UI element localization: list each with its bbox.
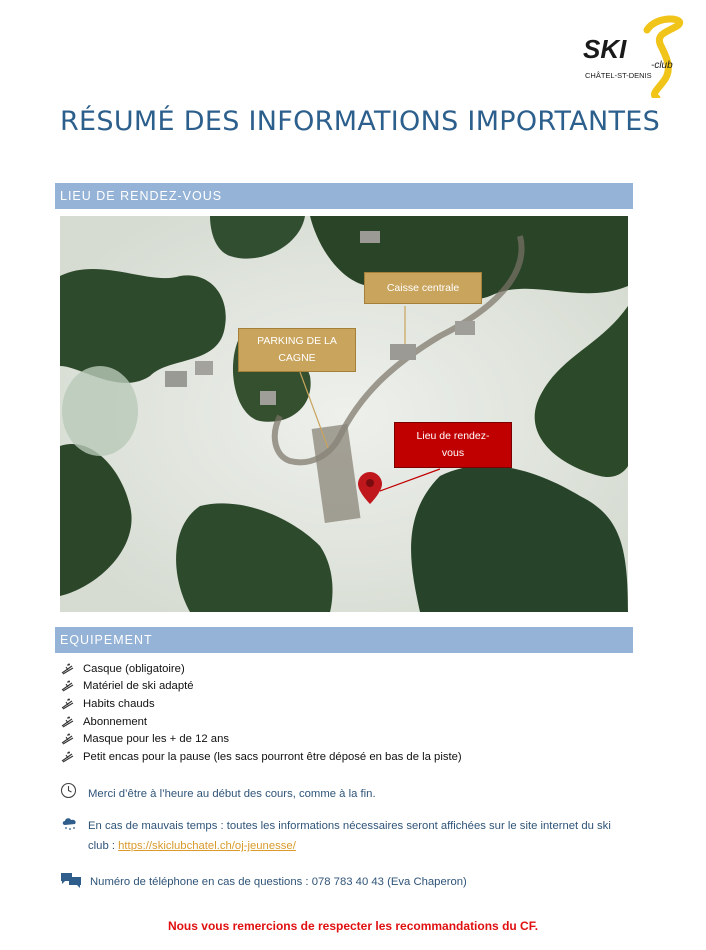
skier-icon xyxy=(60,751,74,763)
ski-club-logo xyxy=(577,12,695,98)
callout-parking-line2: CAGNE xyxy=(278,352,316,364)
list-item xyxy=(60,748,462,766)
skier-icon xyxy=(60,733,74,745)
weather-note-line1: En cas de mauvais temps : toutes les informations nécessaires seront affichées sur le site internet du ski xyxy=(88,820,611,832)
callout-caisse-centrale: Caisse centrale xyxy=(364,272,482,304)
website-link[interactable]: https://skiclubchatel.ch/oj-jeunesse/ xyxy=(118,840,296,852)
equipment-item-text: Casque (obligatoire) xyxy=(83,662,185,675)
callout-meeting-line2: vous xyxy=(441,447,465,459)
list-item xyxy=(60,730,462,748)
equipment-item-text: Habits chauds xyxy=(83,697,155,710)
callout-meeting-line1: Lieu de rendez- xyxy=(416,430,490,442)
callout-meeting-point xyxy=(394,422,512,468)
footer-recommendation: Nous vous remercions de respecter les recommandations du CF. xyxy=(167,919,539,933)
clock-icon xyxy=(60,782,77,799)
skier-icon xyxy=(60,698,74,710)
section-header-equipment: EQUIPEMENT xyxy=(55,627,633,653)
weather-note-line2 xyxy=(88,840,296,852)
chat-bubbles-icon xyxy=(59,871,83,889)
callout-parking xyxy=(238,328,356,372)
weather-note-prefix: club : xyxy=(88,840,119,852)
equipment-item-text: Abonnement xyxy=(83,715,148,728)
page-title: RÉSUMÉ DES INFORMATIONS IMPORTANTES xyxy=(60,106,661,137)
svg-text:CHÂTEL-ST-DENIS: CHÂTEL-ST-DENIS xyxy=(585,71,652,80)
cloud-snow-icon xyxy=(61,816,79,832)
svg-text:SKI: SKI xyxy=(583,34,627,64)
equipment-item-text: Masque pour les + de 12 ans xyxy=(83,733,230,746)
callout-parking-line1: PARKING DE LA xyxy=(257,335,337,347)
list-item xyxy=(60,713,462,731)
section-header-meeting-point: LIEU DE RENDEZ-VOUS xyxy=(55,183,633,209)
list-item xyxy=(60,695,462,713)
equipment-item-text: Matériel de ski adapté xyxy=(83,680,194,693)
list-item xyxy=(60,660,462,678)
aerial-map xyxy=(60,216,628,612)
punctuality-note: Merci d’être à l’heure au début des cours, comme à la fin. xyxy=(88,788,376,800)
skier-icon xyxy=(60,680,74,692)
phone-note: Numéro de téléphone en cas de questions : 078 783 40 43 (Eva Chaperon) xyxy=(90,876,467,888)
skier-icon xyxy=(60,663,74,675)
skier-icon xyxy=(60,716,74,728)
svg-text:-club: -club xyxy=(651,60,673,71)
equipment-list xyxy=(60,660,462,766)
list-item xyxy=(60,678,462,696)
equipment-item-text: Petit encas pour la pause (les sacs pourront être déposé en bas de la piste) xyxy=(83,750,462,763)
